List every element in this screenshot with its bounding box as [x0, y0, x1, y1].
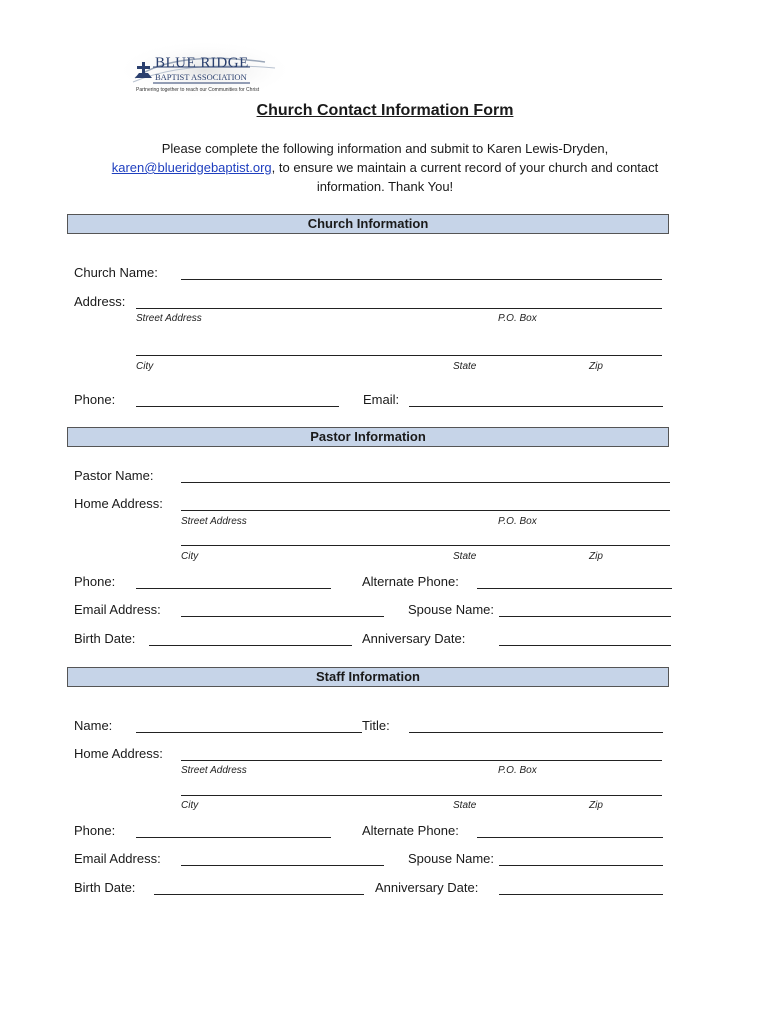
church-street-sublabel: Street Address	[136, 313, 202, 324]
pastor-pobox-sublabel: P.O. Box	[498, 516, 537, 527]
pastor-street-sublabel: Street Address	[181, 516, 247, 527]
pastor-birth-label: Birth Date:	[74, 631, 136, 646]
pastor-street-field[interactable]	[181, 510, 670, 511]
association-logo	[115, 40, 295, 102]
church-zip-sublabel: Zip	[589, 361, 603, 372]
staff-title-field[interactable]	[409, 732, 663, 733]
staff-home-address-label: Home Address:	[74, 746, 163, 761]
church-email-label: Email:	[363, 392, 400, 407]
form-title: Church Contact Information Form	[256, 102, 514, 119]
logo-name-line1: BLUE RIDGE	[155, 55, 249, 71]
pastor-spouse-label: Spouse Name:	[408, 602, 494, 617]
church-email-field[interactable]	[409, 406, 663, 407]
staff-street-field[interactable]	[181, 760, 662, 761]
pastor-alt-phone-label: Alternate Phone:	[362, 574, 459, 589]
contact-email-link[interactable]: karen@blueridgebaptist.org	[111, 160, 272, 175]
staff-alt-phone-label: Alternate Phone:	[362, 823, 459, 838]
staff-spouse-field[interactable]	[499, 865, 663, 866]
church-pobox-sublabel: P.O. Box	[498, 313, 537, 324]
intro-line3: information. Thank You!	[316, 179, 454, 194]
staff-street-sublabel: Street Address	[181, 765, 247, 776]
church-name-field[interactable]	[181, 279, 662, 280]
staff-city-sublabel: City	[181, 800, 199, 811]
staff-email-field[interactable]	[181, 865, 384, 866]
pastor-phone-field[interactable]	[136, 588, 331, 589]
logo-tagline: Partnering together to reach our Communities for Christ	[136, 87, 260, 93]
pastor-name-label: Pastor Name:	[74, 468, 154, 483]
pastor-city-state-zip-field[interactable]	[181, 545, 670, 546]
staff-zip-sublabel: Zip	[589, 800, 603, 811]
pastor-name-field[interactable]	[181, 482, 670, 483]
staff-name-field[interactable]	[136, 732, 362, 733]
church-section-header: Church Information	[67, 214, 669, 234]
pastor-anniversary-field[interactable]	[499, 645, 671, 646]
church-address-label: Address:	[74, 294, 126, 309]
staff-title-label: Title:	[362, 718, 390, 733]
staff-state-sublabel: State	[453, 800, 477, 811]
pastor-anniversary-label: Anniversary Date:	[362, 631, 466, 646]
staff-pobox-sublabel: P.O. Box	[498, 765, 537, 776]
church-city-state-zip-field[interactable]	[136, 355, 662, 356]
staff-phone-label: Phone:	[74, 823, 116, 838]
church-state-sublabel: State	[453, 361, 477, 372]
pastor-zip-sublabel: Zip	[589, 551, 603, 562]
church-city-sublabel: City	[136, 361, 154, 372]
staff-anniversary-label: Anniversary Date:	[375, 880, 479, 895]
church-street-field[interactable]	[136, 308, 662, 309]
intro-line1: Please complete the following information and submit to Karen Lewis-Dryden,	[161, 141, 609, 156]
church-phone-field[interactable]	[136, 406, 339, 407]
form-intro	[60, 139, 710, 196]
pastor-birth-field[interactable]	[149, 645, 352, 646]
staff-birth-label: Birth Date:	[74, 880, 136, 895]
pastor-alt-phone-field[interactable]	[477, 588, 672, 589]
pastor-phone-label: Phone:	[74, 574, 116, 589]
pastor-email-label: Email Address:	[74, 602, 161, 617]
logo-name-line2: BAPTIST ASSOCIATION	[155, 72, 247, 82]
intro-line2: , to ensure we maintain a current record of your church and contact	[271, 160, 659, 175]
pastor-home-address-label: Home Address:	[74, 496, 163, 511]
staff-section-header: Staff Information	[67, 667, 669, 687]
staff-birth-field[interactable]	[154, 894, 364, 895]
staff-phone-field[interactable]	[136, 837, 331, 838]
staff-spouse-label: Spouse Name:	[408, 851, 494, 866]
pastor-spouse-field[interactable]	[499, 616, 671, 617]
church-name-label: Church Name:	[74, 265, 158, 280]
pastor-section-header: Pastor Information	[67, 427, 669, 447]
staff-name-label: Name:	[74, 718, 113, 733]
staff-email-label: Email Address:	[74, 851, 161, 866]
pastor-city-sublabel: City	[181, 551, 199, 562]
staff-alt-phone-field[interactable]	[477, 837, 663, 838]
staff-anniversary-field[interactable]	[499, 894, 663, 895]
pastor-state-sublabel: State	[453, 551, 477, 562]
church-phone-label: Phone:	[74, 392, 116, 407]
staff-city-state-zip-field[interactable]	[181, 795, 662, 796]
pastor-email-field[interactable]	[181, 616, 384, 617]
